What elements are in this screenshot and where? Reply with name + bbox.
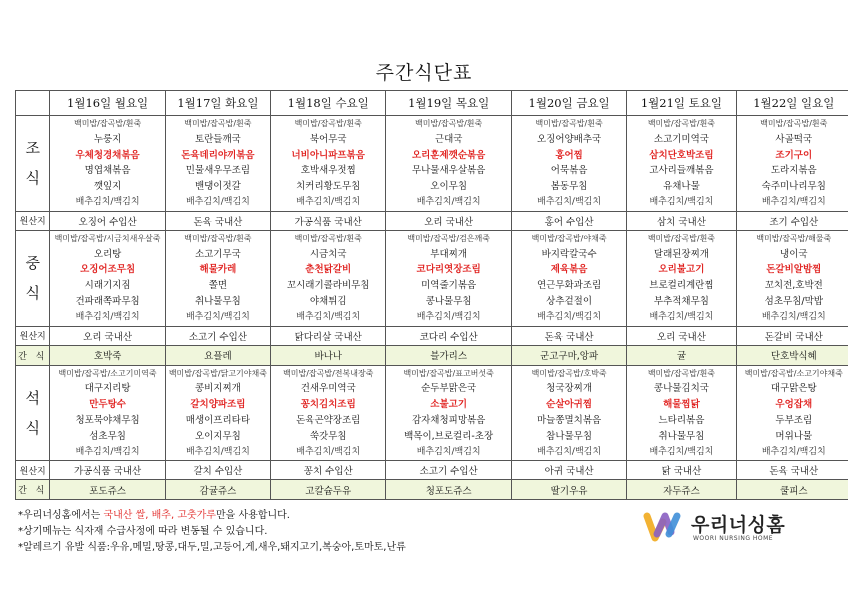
menu-item: 배추김치/백김치	[649, 196, 714, 207]
menu-item: 콩나물김치국	[653, 383, 709, 395]
origin-cell: 오리 국내산	[386, 211, 512, 230]
snack-cell: 단호박식혜	[736, 345, 848, 365]
menu-item: 배추김치/백김치	[416, 311, 481, 322]
snack-cell: 블가리스	[386, 345, 512, 365]
menu-item: 코다리엿장조림	[416, 264, 481, 276]
menu-cell	[165, 116, 270, 212]
origin-label: 원산지	[16, 461, 50, 480]
menu-item: 배추김치/백김치	[75, 311, 140, 322]
meal-label	[16, 116, 50, 212]
menu-cell	[165, 365, 270, 461]
origin-cell: 닭 국내산	[627, 461, 736, 480]
menu-item: 야채튀김	[309, 295, 347, 307]
menu-item: 브로컬리계란찜	[649, 280, 714, 292]
menu-item: 참나물무침	[546, 430, 593, 442]
menu-item: 배추김치/백김치	[761, 446, 826, 457]
menu-item: 백미밥/잡곡밥/흰죽	[647, 233, 716, 243]
menu-item: 갈치양파조림	[190, 399, 246, 411]
menu-item: 백미밥/잡곡밥/소고기야채죽	[744, 368, 843, 378]
menu-cell	[271, 116, 386, 212]
origin-cell: 소고기 수입산	[386, 461, 512, 480]
menu-item: 오리탕	[93, 248, 122, 260]
meal-label-char: 식	[25, 169, 40, 188]
snack-cell: 요플레	[165, 345, 270, 365]
corner-cell	[16, 91, 50, 116]
menu-item: 마늘쫑멸치볶음	[536, 414, 602, 426]
menu-cell	[50, 230, 165, 326]
menu-item: 오리훈제깻순볶음	[411, 149, 486, 161]
menu-item: 백미밥/잡곡밥/표고버섯죽	[403, 368, 494, 378]
snack-row	[16, 345, 848, 365]
menu-item: 백미밥/잡곡밥/흰죽	[184, 119, 252, 128]
note-highlight: 국내산 쌀, 배추, 고춧가루	[103, 510, 216, 521]
origin-cell: 홍어 수입산	[511, 211, 626, 230]
meal-row	[16, 230, 848, 326]
menu-item: 백미밥/잡곡밥/검은깨죽	[407, 233, 490, 243]
menu-item: 머위나물	[775, 430, 813, 442]
notes	[18, 508, 406, 556]
menu-item: 상추겉절이	[546, 295, 593, 307]
menu-item: 섬초무침/막밥	[764, 295, 823, 307]
menu-item: 밴댕이젓갈	[194, 181, 241, 193]
origin-row	[16, 461, 848, 480]
menu-item: 건파래쪽파무침	[75, 295, 140, 307]
menu-item: 무나물새우살볶음	[411, 165, 486, 177]
menu-item: 명엽채볶음	[84, 165, 131, 177]
menu-cell	[271, 365, 386, 461]
menu-item: 배추김치/백김치	[649, 311, 714, 322]
menu-item: 콩비지찌개	[194, 383, 241, 395]
origin-cell: 가공식품 국내산	[271, 211, 386, 230]
menu-item: 꽁치김치조림	[300, 399, 356, 411]
menu-cell	[627, 365, 736, 461]
menu-item: 호박새우젓찜	[300, 165, 356, 177]
menu-item: 백미밥/잡곡밥/해물죽	[756, 233, 832, 243]
meal-label	[16, 365, 50, 461]
menu-item: 백미밥/잡곡밥/흰죽	[760, 119, 828, 128]
menu-item: 배추김치/백김치	[761, 196, 826, 207]
menu-item: 백미밥/잡곡밥/흰죽	[647, 368, 716, 378]
snack-cell: 호박죽	[50, 345, 165, 365]
snack-cell: 군고구마,앙파	[511, 345, 626, 365]
menu-item: 치커리황도무침	[296, 181, 361, 193]
origin-cell: 소고기 수입산	[165, 326, 270, 345]
menu-cell	[736, 116, 848, 212]
origin-cell: 돈갈비 국내산	[736, 326, 848, 345]
menu-cell	[736, 230, 848, 326]
origin-cell: 조기 수입산	[736, 211, 848, 230]
menu-item: 쑥갓무침	[309, 430, 347, 442]
note-menu-change: *상기메뉴는 식자재 수급사정에 따라 변동될 수 있습니다.	[18, 526, 268, 537]
menu-item: 백미밥/잡곡밥/닭고기야채죽	[168, 368, 267, 378]
menu-item: 배추김치/백김치	[649, 446, 714, 457]
logo	[643, 508, 833, 548]
menu-item: 배추김치/백김치	[537, 446, 602, 457]
menu-item: 오이지무침	[194, 430, 241, 442]
menu-item: 두부조림	[775, 414, 813, 426]
menu-item: 시래기지짐	[84, 280, 131, 292]
menu-cell	[511, 365, 626, 461]
page-title: 주간식단표	[375, 62, 473, 84]
menu-item: 섬초무침	[89, 430, 126, 442]
menu-cell	[271, 230, 386, 326]
menu-item: 도라지볶음	[770, 165, 817, 177]
snack-cell: 감귤쥬스	[165, 480, 270, 500]
menu-item: 제육볶음	[550, 264, 588, 276]
menu-item: 대구지리탕	[84, 383, 131, 395]
menu-item: 감자채청피망볶음	[411, 414, 486, 426]
menu-item: 연근무화과조림	[536, 280, 602, 292]
menu-item: 소고기미역국	[653, 133, 709, 145]
logo-name: 우리너싱홈	[691, 514, 786, 536]
day-header: 1월17일 화요일	[165, 91, 270, 116]
menu-item: 백목이,브로컬리-초장	[404, 430, 494, 442]
snack-cell: 딸기우유	[511, 480, 626, 500]
menu-item: 순두부맑은국	[421, 383, 477, 395]
menu-item: 매생이프리타타	[185, 414, 251, 426]
menu-item: 콩나물무침	[425, 295, 472, 307]
woori-w-logo-icon	[643, 508, 687, 546]
snack-cell: 바나나	[271, 345, 386, 365]
menu-cell	[50, 116, 165, 212]
menu-item: 돈갈비알밤찜	[766, 264, 822, 276]
snack-cell: 포도쥬스	[50, 480, 165, 500]
menu-item: 달래된장찌개	[653, 248, 709, 260]
meal-label-char: 석	[25, 388, 40, 407]
meal-label-char: 중	[25, 254, 40, 273]
origin-label: 원산지	[16, 326, 50, 345]
menu-item: 너비아니파프볶음	[291, 149, 365, 161]
logo-subtitle: WOORI NURSING HOME	[693, 535, 774, 542]
menu-item: 토란들깨국	[194, 133, 241, 145]
menu-cell	[386, 230, 512, 326]
menu-item: 꼬치전,호박전	[764, 280, 823, 292]
weekly-menu-table	[15, 90, 848, 500]
menu-item: 해물카레	[199, 264, 237, 276]
menu-item: 바지락칼국수	[541, 248, 597, 260]
menu-item: 배추김치/백김치	[761, 311, 826, 322]
origin-cell: 가공식품 국내산	[50, 461, 165, 480]
menu-item: 우엉잡채	[775, 399, 813, 411]
menu-cell	[165, 230, 270, 326]
snack-row	[16, 480, 848, 500]
snack-label: 간 식	[16, 345, 50, 365]
snack-cell: 자두쥬스	[627, 480, 736, 500]
menu-item: 백미밥/잡곡밥/흰죽	[73, 119, 142, 128]
menu-item: 느타리볶음	[658, 414, 705, 426]
menu-item: 순살아귀찜	[546, 399, 593, 411]
menu-item: 청국장찌개	[546, 383, 593, 395]
menu-item: 백미밥/잡곡밥/전복내장죽	[283, 368, 374, 378]
menu-item: 사골떡국	[775, 133, 813, 145]
note-allergy: *알레르기 유발 식품:우유,메밀,땅콩,대두,밀,고등어,게,새우,돼지고기,복숭아,토마토,난류	[18, 542, 406, 553]
day-header: 1월22일 일요일	[736, 91, 848, 116]
menu-item: 백미밥/잡곡밥/흰죽	[535, 119, 603, 128]
menu-item: 부대찌개	[430, 248, 468, 260]
day-header: 1월16일 월요일	[50, 91, 165, 116]
menu-item: 고사리들깨볶음	[649, 165, 714, 177]
menu-cell	[511, 116, 626, 212]
menu-item: 백미밥/잡곡밥/호박죽	[531, 368, 607, 378]
menu-item: 백미밥/잡곡밥/야채죽	[531, 233, 607, 243]
menu-item: 건새우미역국	[300, 383, 356, 395]
menu-item: 오징어양배추국	[536, 133, 602, 145]
menu-item: 깻잎지	[93, 181, 122, 193]
origin-row	[16, 326, 848, 345]
menu-item: 근대국	[434, 133, 463, 145]
day-header: 1월19일 목요일	[386, 91, 512, 116]
menu-item: 배추김치/백김치	[416, 196, 481, 207]
menu-item: 배추김치/백김치	[75, 196, 140, 207]
menu-item: 배추김치/백김치	[185, 196, 250, 207]
menu-item: 북어무국	[309, 133, 347, 145]
menu-item: 배추김치/백김치	[296, 446, 361, 457]
menu-item: 누룽지	[93, 133, 122, 145]
menu-item: 백미밥/잡곡밥/소고기미역죽	[58, 368, 157, 378]
menu-item: 배추김치/백김치	[296, 311, 361, 322]
note-ingredients: *우리너싱홈에서는 국내산 쌀, 배추, 고춧가루만을 사용합니다.	[18, 510, 290, 521]
meal-label-char: 식	[25, 284, 40, 303]
menu-item: 배추김치/백김치	[537, 196, 602, 207]
menu-item: 꼬시래기콜라비무침	[286, 280, 370, 292]
menu-item: 춘천닭갈비	[305, 264, 352, 276]
origin-cell: 오리 국내산	[627, 326, 736, 345]
menu-item: 봄동무침	[550, 181, 588, 193]
menu-cell	[627, 116, 736, 212]
menu-item: 배추김치/백김치	[537, 311, 602, 322]
menu-item: 배추김치/백김치	[75, 446, 140, 457]
origin-cell: 아귀 국내산	[511, 461, 626, 480]
menu-item: 만두탕수	[89, 399, 126, 411]
menu-item: 조기구이	[775, 149, 813, 161]
menu-item: 미역줄기볶음	[421, 280, 477, 292]
menu-item: 오이무침	[430, 181, 468, 193]
meal-label-char: 식	[25, 418, 40, 437]
menu-cell	[736, 365, 848, 461]
day-header: 1월18일 수요일	[271, 91, 386, 116]
menu-cell	[386, 116, 512, 212]
menu-item: 백미밥/잡곡밥/흰죽	[184, 233, 252, 243]
origin-cell: 삼치 국내산	[627, 211, 736, 230]
origin-cell: 오징어 수입산	[50, 211, 165, 230]
origin-cell: 닭다리살 국내산	[271, 326, 386, 345]
menu-item: 우체청경채볶음	[75, 149, 140, 161]
snack-label: 간 식	[16, 480, 50, 500]
menu-cell	[627, 230, 736, 326]
menu-cell	[50, 365, 165, 461]
menu-item: 대구맑은탕	[770, 383, 817, 395]
snack-cell: 고칼슘두유	[271, 480, 386, 500]
menu-item: 백미밥/잡곡밥/흰죽	[294, 119, 362, 128]
menu-item: 배추김치/백김치	[296, 196, 361, 207]
origin-cell: 오리 국내산	[50, 326, 165, 345]
menu-item: 소불고기	[430, 399, 468, 411]
meal-row	[16, 365, 848, 461]
snack-cell: 청포도쥬스	[386, 480, 512, 500]
menu-item: 백미밥/잡곡밥/흰죽	[294, 233, 362, 243]
menu-item: 백미밥/잡곡밥/시금치새우살죽	[54, 233, 161, 243]
menu-item: 어묵볶음	[550, 165, 588, 177]
origin-cell: 돈육 국내산	[165, 211, 270, 230]
menu-item: 소고기무국	[194, 248, 241, 260]
origin-cell: 돈육 국내산	[736, 461, 848, 480]
menu-cell	[511, 230, 626, 326]
menu-item: 돈육데리야끼볶음	[181, 149, 255, 161]
origin-row	[16, 211, 848, 230]
snack-cell: 귤	[627, 345, 736, 365]
menu-item: 쫄면	[208, 280, 228, 292]
menu-item: 오리불고기	[658, 264, 705, 276]
menu-item: 부추적채무침	[653, 295, 709, 307]
menu-item: 시금치국	[309, 248, 347, 260]
menu-item: 오징어조무침	[80, 264, 136, 276]
origin-label: 원산지	[16, 211, 50, 230]
meal-label	[16, 230, 50, 326]
menu-item: 삼치단호박조림	[649, 149, 714, 161]
menu-item: 배추김치/백김치	[185, 446, 250, 457]
menu-item: 백미밥/잡곡밥/흰죽	[647, 119, 716, 128]
origin-cell: 갈치 수입산	[165, 461, 270, 480]
menu-item: 취나물무침	[658, 430, 705, 442]
menu-item: 배추김치/백김치	[416, 446, 481, 457]
menu-item: 청포묵야채무침	[75, 414, 140, 426]
origin-cell: 코다리 수입산	[386, 326, 512, 345]
menu-item: 유채나물	[663, 181, 700, 193]
menu-item: 민물새우무조림	[185, 165, 251, 177]
menu-cell	[386, 365, 512, 461]
origin-cell: 돈육 국내산	[511, 326, 626, 345]
menu-item: 배추김치/백김치	[185, 311, 250, 322]
header-row	[16, 91, 848, 116]
menu-item: 백미밥/잡곡밥/흰죽	[415, 119, 483, 128]
menu-item: 숙주미나리무침	[761, 181, 826, 193]
day-header: 1월21일 토요일	[627, 91, 736, 116]
day-header: 1월20일 금요일	[511, 91, 626, 116]
menu-item: 냉이국	[780, 248, 808, 260]
origin-cell: 꽁치 수입산	[271, 461, 386, 480]
menu-item: 홍어찜	[555, 149, 583, 161]
menu-item: 취나물무침	[194, 295, 241, 307]
menu-item: 해물찜닭	[663, 399, 700, 411]
menu-item: 돈육곤약장조림	[296, 414, 361, 426]
snack-cell: 쿨피스	[736, 480, 848, 500]
meal-label-char: 조	[25, 139, 40, 158]
meal-row	[16, 116, 848, 212]
